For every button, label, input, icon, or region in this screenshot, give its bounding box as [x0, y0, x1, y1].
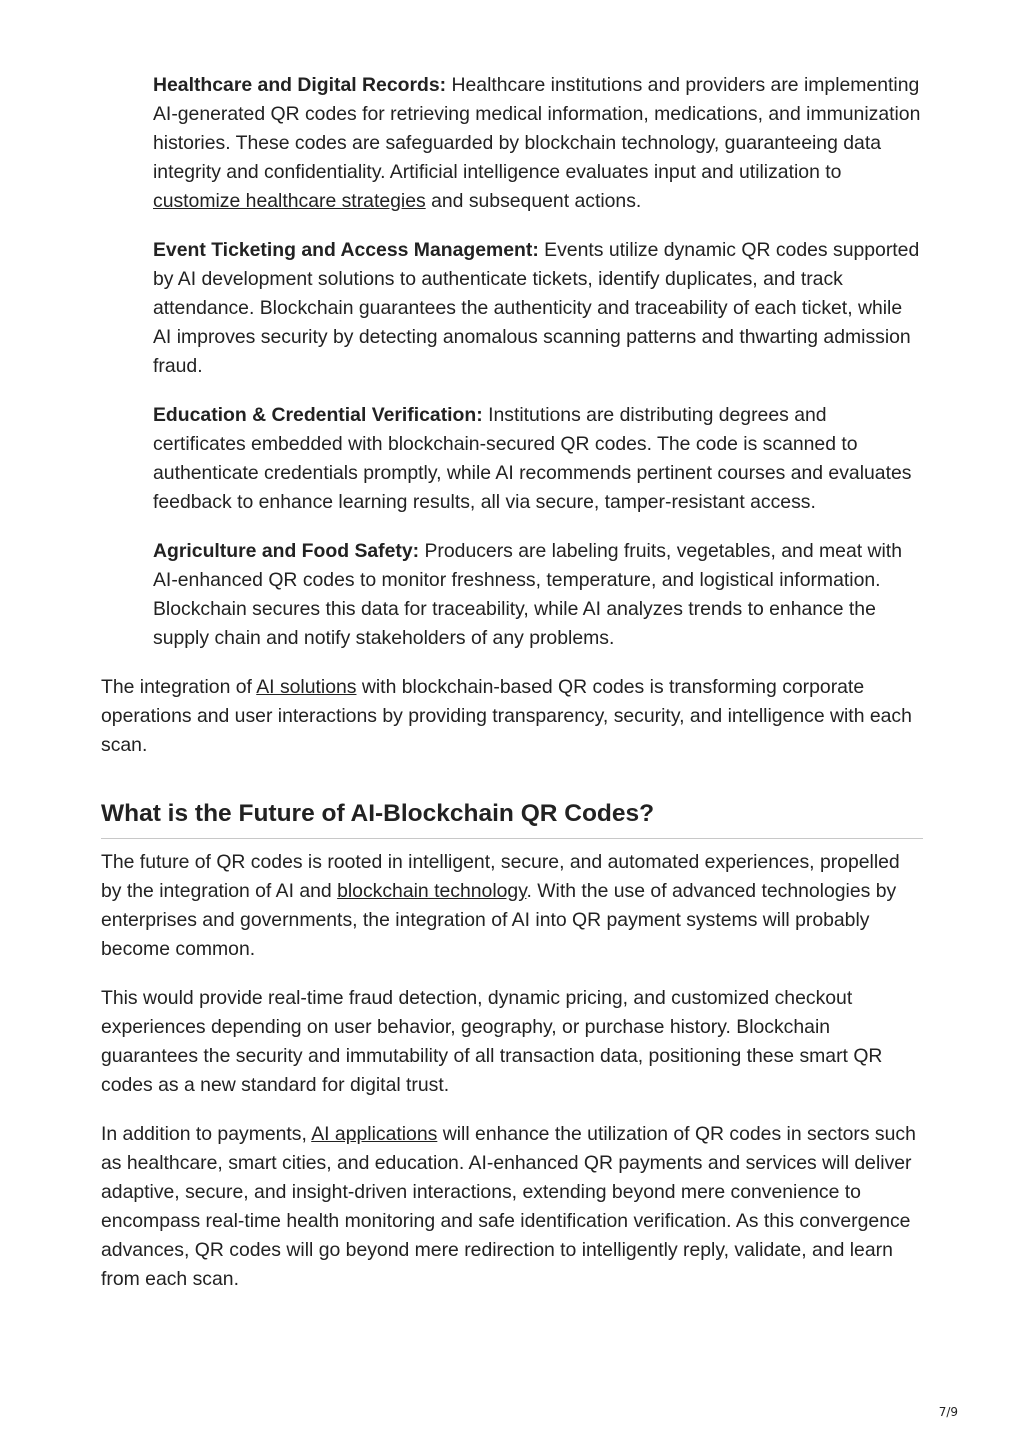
document-page: [101, 71, 923, 1314]
use-case-text: Institutions are distributing degrees and certificates embedded with blockchain-secured QR codes. The code is scanned to authenticate credentials promptly, while AI recommends pertinent courses and evaluates feedback to enhance learning results, all via secure, tamper-resistant access.: [153, 404, 912, 513]
use-case-text: Events utilize dynamic QR codes supported by AI development solutions to authenticate tickets, identify duplicates, and track attendance. Blockchain guarantees the authenticity and traceability of each ticket, while AI improves security by detecting anomalous scanning patterns and thwarting admission fraud.: [153, 239, 920, 377]
page-number: 7/9: [938, 1405, 958, 1419]
section-heading: What is the Future of AI-Blockchain QR Codes?: [101, 798, 923, 839]
use-case-title: Event Ticketing and Access Management:: [153, 239, 539, 261]
future-paragraph-1: [101, 848, 923, 964]
use-case-title: Agriculture and Food Safety:: [153, 540, 420, 562]
paragraph-text: will enhance the utilization of QR codes in sectors such as healthcare, smart cities, and education. AI-enhanced QR payments and services will deliver adaptive, secure, and insight-driven interactions, extending beyond mere convenience to encompass real-time health monitoring and safe identification verification. As this convergence advances, QR codes will go beyond mere redirection to intelligently reply, validate, and learn from each scan.: [101, 1123, 916, 1290]
use-case-text: Producers are labeling fruits, vegetables, and meat with AI-enhanced QR codes to monitor freshness, temperature, and logistical information. Blockchain secures this data for traceability, while AI analyzes trends to enhance the supply chain and notify stakeholders of any problems.: [153, 540, 902, 649]
future-paragraph-2: This would provide real-time fraud detection, dynamic pricing, and customized checkout experiences depending on user behavior, geography, or purchase history. Blockchain guarantees the security and immutability of all transaction data, positioning these smart QR codes as a new standard for digital trust.: [101, 987, 883, 1096]
paragraph-text: In addition to payments,: [101, 1123, 312, 1145]
use-case-healthcare: [153, 71, 923, 216]
use-case-event-ticketing: [153, 236, 923, 381]
use-case-title: Education & Credential Verification:: [153, 404, 483, 426]
paragraph-text: . With the use of advanced technologies by enterprises and governments, the integration of AI into QR payment systems will probably become common.: [101, 880, 897, 960]
integration-paragraph: [101, 673, 923, 760]
use-case-education: [153, 401, 923, 517]
ai-applications-link[interactable]: AI applications: [311, 1123, 438, 1145]
future-paragraph-3: [101, 1120, 923, 1294]
paragraph-text: The future of QR codes is rooted in intelligent, secure, and automated experiences, propelled by the integration of AI and: [101, 851, 900, 902]
use-case-text: and subsequent actions.: [425, 190, 642, 212]
use-case-agriculture: [153, 537, 923, 653]
paragraph-text: The integration of: [101, 676, 257, 698]
blockchain-technology-link[interactable]: blockchain technology: [337, 880, 527, 902]
use-case-text: Healthcare institutions and providers are implementing AI-generated QR codes for retrieving medical information, medications, and immunization histories. These codes are safeguarded by blockchain technology, guaranteeing data integrity and confidentiality. Artificial intelligence evaluates input and utilization to: [153, 74, 921, 183]
customize-healthcare-strategies-link[interactable]: customize healthcare strategies: [153, 190, 426, 212]
ai-solutions-link[interactable]: AI solutions: [256, 676, 357, 698]
use-case-list: [101, 71, 923, 653]
paragraph-text: with blockchain-based QR codes is transforming corporate operations and user interactions by providing transparency, security, and intelligence with each scan.: [101, 676, 912, 756]
use-case-title: Healthcare and Digital Records:: [153, 74, 447, 96]
